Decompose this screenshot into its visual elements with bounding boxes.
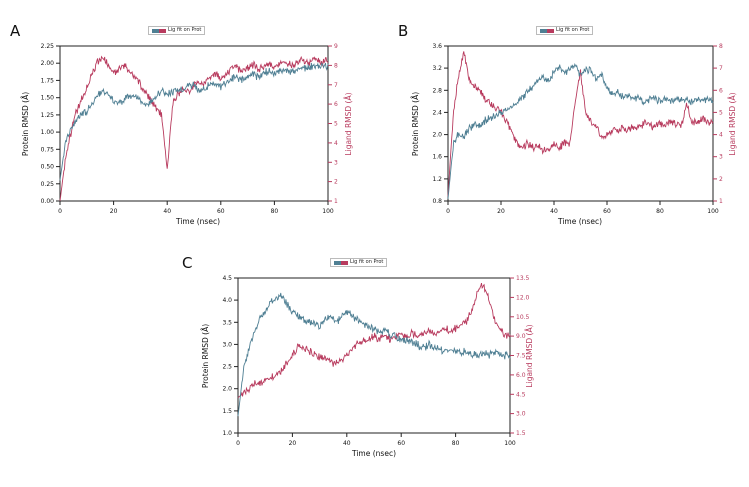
xtick: 20 [288, 440, 297, 447]
ytick-left: 0.25 [40, 180, 54, 188]
ytick-right: 4 [334, 139, 338, 147]
panel-a-ylabel-right: Ligand RMSD (Å) [344, 92, 353, 156]
ytick-left: 1.0 [222, 430, 232, 437]
ytick-left: 1.75 [40, 77, 54, 85]
ytick-right: 12.0 [516, 294, 530, 302]
xtick: 40 [550, 208, 558, 215]
panel-c-xlabel: Time (nsec) [352, 449, 396, 458]
xtick: 100 [322, 208, 334, 215]
xtick: 0 [446, 208, 450, 215]
ytick-left: 1.50 [40, 94, 54, 102]
ytick-right: 3.0 [516, 410, 526, 418]
ytick-left: 3.6 [432, 43, 442, 50]
xtick: 60 [216, 208, 225, 215]
ytick-left: 3.0 [222, 341, 232, 349]
xtick: 80 [270, 208, 279, 215]
ytick-left: 2.0 [222, 385, 232, 393]
xtick: 60 [397, 440, 406, 447]
ytick-left: 1.6 [432, 153, 442, 161]
ytick-right: 4.5 [516, 391, 526, 399]
protein-rmsd-line [60, 63, 328, 181]
ytick-right: 5 [719, 109, 723, 117]
ytick-right: 13.5 [516, 275, 530, 282]
ytick-right: 1.5 [516, 430, 526, 437]
legend-label: Lig fit on Prot [350, 259, 384, 265]
panel-c-legend [330, 258, 387, 267]
ytick-left: 1.00 [40, 129, 54, 137]
ytick-left: 2.4 [432, 109, 442, 117]
panel-b-plot [400, 36, 740, 236]
ytick-left: 2.00 [40, 60, 54, 68]
panel-a-ylabel-left: Protein RMSD (Å) [21, 91, 30, 157]
panel-b-letter: B [398, 22, 409, 40]
panel-c-plot [190, 268, 540, 468]
ytick-left: 1.25 [40, 111, 54, 119]
ytick-left: 2.25 [40, 43, 54, 50]
ytick-right: 10.5 [516, 313, 530, 321]
ytick-right: 6.0 [516, 371, 526, 379]
ytick-left: 0.00 [40, 198, 54, 205]
legend-swatch-icon [152, 29, 166, 33]
xtick: 40 [342, 440, 351, 447]
ytick-right: 4 [719, 131, 723, 139]
ytick-right: 5 [334, 120, 338, 128]
legend-swatch-icon [540, 29, 554, 33]
xtick: 20 [109, 208, 118, 215]
ytick-left: 1.5 [222, 407, 232, 415]
ligand-rmsd-line [238, 283, 510, 398]
ytick-right: 1 [334, 198, 338, 205]
ytick-right: 7 [334, 81, 338, 89]
panel-b-ylabel-left: Protein RMSD (Å) [411, 91, 420, 157]
ytick-left: 1.2 [432, 175, 442, 183]
ytick-left: 3.5 [222, 319, 232, 327]
ytick-right: 2 [719, 175, 723, 183]
ytick-left: 0.8 [432, 198, 442, 205]
ytick-right: 9 [334, 43, 338, 50]
protein-rmsd-line [238, 293, 510, 416]
ytick-left: 3.2 [432, 65, 442, 73]
ytick-left: 2.5 [222, 363, 232, 371]
ytick-right: 8 [334, 62, 338, 70]
panel-b-series-group [448, 51, 713, 198]
ytick-right: 3 [719, 153, 723, 161]
ligand-rmsd-line [60, 57, 328, 201]
xtick: 100 [504, 440, 516, 447]
ytick-right: 1 [719, 198, 723, 205]
ytick-right: 7 [719, 65, 723, 73]
ytick-left: 0.50 [40, 163, 54, 171]
panel-c-ylabel-right: Ligand RMSD (Å) [525, 324, 534, 388]
panel-b-ylabel-right: Ligand RMSD (Å) [728, 92, 737, 156]
ytick-left: 2.8 [432, 87, 442, 95]
legend-label: Lig fit on Prot [168, 27, 202, 33]
xtick: 0 [236, 440, 240, 447]
ytick-right: 9.0 [516, 333, 526, 341]
ytick-right: 8 [719, 43, 723, 50]
ytick-left: 2.0 [432, 131, 442, 139]
panel-b-xlabel: Time (nsec) [558, 217, 602, 226]
ytick-right: 2 [334, 178, 338, 186]
xtick: 60 [603, 208, 611, 215]
panel-a-legend [148, 26, 205, 35]
xtick: 0 [58, 208, 62, 215]
panel-a-series-group [60, 57, 328, 201]
legend-label: Lig fit on Prot [556, 27, 590, 33]
panel-a-xlabel: Time (nsec) [176, 217, 220, 226]
panel-a-plot [10, 36, 353, 236]
legend-swatch-icon [334, 261, 348, 265]
ytick-left: 0.75 [40, 146, 54, 154]
ytick-left: 4.0 [222, 297, 232, 305]
ytick-right: 3 [334, 159, 338, 167]
ytick-right: 6 [719, 87, 723, 95]
xtick: 40 [163, 208, 172, 215]
ytick-right: 7.5 [516, 352, 526, 360]
panel-c-ylabel-left: Protein RMSD (Å) [201, 323, 210, 389]
panel-c-series-group [238, 283, 510, 416]
panel-a-letter: A [10, 22, 21, 40]
ytick-left: 4.5 [222, 275, 232, 282]
protein-rmsd-line [448, 64, 713, 198]
xtick: 20 [497, 208, 505, 215]
panel-c-letter: C [182, 254, 193, 272]
xtick: 100 [707, 208, 719, 215]
panel-b-legend [536, 26, 593, 35]
ytick-right: 6 [334, 101, 338, 109]
xtick: 80 [656, 208, 664, 215]
xtick: 80 [451, 440, 460, 447]
